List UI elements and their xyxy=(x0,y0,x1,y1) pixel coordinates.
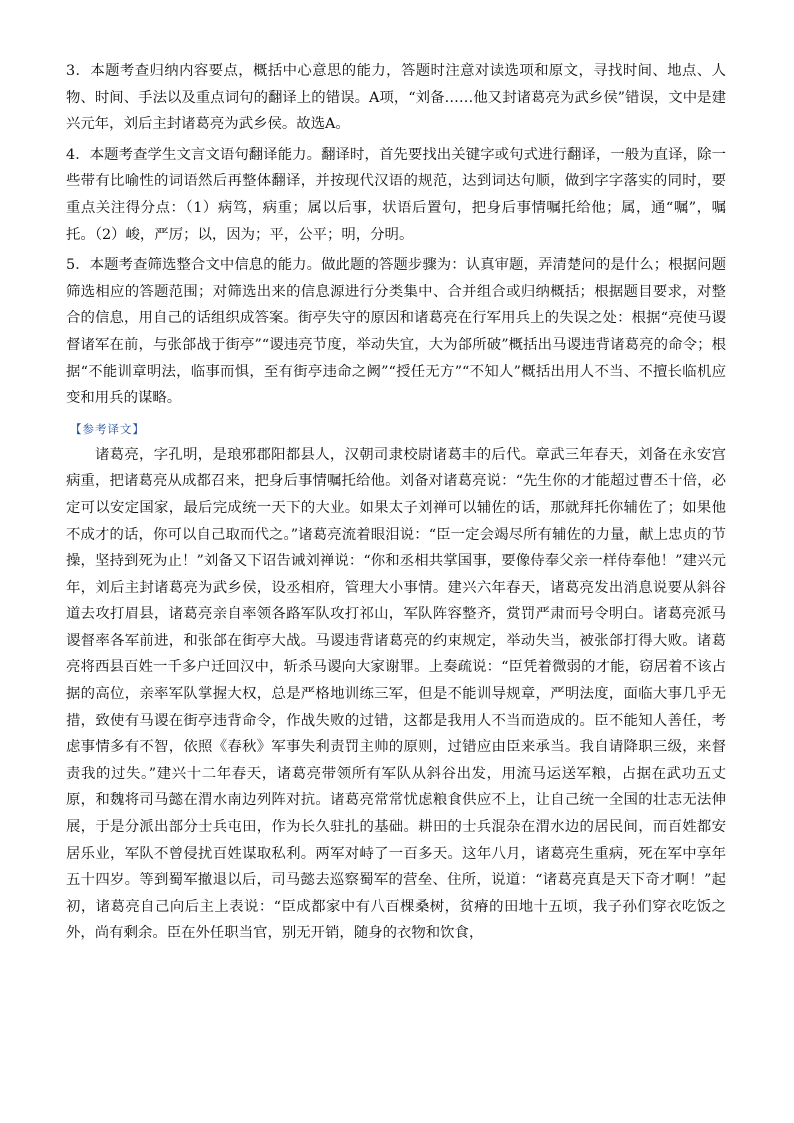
document-page xyxy=(66,58,726,951)
reference-translation-heading: 【参考译文】 xyxy=(70,421,145,436)
reference-translation-text: 诸葛亮，字孔明，是琅邪郡阳都县人，汉朝司隶校尉诸葛丰的后代。章武三年春天，刘备在永安宫病重，把诸葛亮从成都召来，把身后事情嘱托给他。刘备对诸葛亮说：“先生你的才能超过曹丕十倍，必定可以安定国家，最后完成统一天下的大业。如果太子刘禅可以辅佐的话，那就拜托你辅佐了；如果他不成才的话，你可以自己取而代之。”诸葛亮流着眼泪说：“臣一定会竭尽所有辅佐的力量，献上忠贞的节操，坚持到死为止！”刘备又下诏告诫刘禅说：“你和丞相共掌国事，要像侍奉父亲一样侍奉他！”建兴元年，刘后主封诸葛亮为武乡侯，设丞相府，管理大小事情。建兴六年春天，诸葛亮发出消息说要从斜谷道去攻打眉县，诸葛亮亲自率领各路军队攻打祁山，军队阵容整齐，赏罚严肃而号令明白。诸葛亮派马谡督率各军前进，和张郃在街亭大战。马谡违背诸葛亮的约束规定，举动失当，被张郃打得大败。诸葛亮将西县百姓一千多户迁回汉中，斩杀马谡向大家谢罪。上奏疏说：“臣凭着微弱的才能，窃居着不该占据的高位，亲率军队掌握大权，总是严格地训练三军，但是不能训导规章，严明法度，面临大事几乎无措，致使有马谡在街亭违背命令，作战失败的过错，这都是我用人不当而造成的。臣不能知人善任，考虑事情多有不智，依照《春秋》军事失利责罚主帅的原则，过错应由臣来承当。我自请降职三级，来督责我的过失。”建兴十二年春天，诸葛亮带领所有军队从斜谷出发，用流马运送军粮，占据在武功五丈原，和魏将司马懿在渭水南边列阵对抗。诸葛亮常常忧虑粮食供应不上，让自己统一全国的壮志无法伸展，于是分派出部分士兵屯田，作为长久驻扎的基础。耕田的士兵混杂在渭水边的居民间，而百姓都安居乐业，军队不曾侵扰百姓谋取私利。两军对峙了一百多天。这年八月，诸葛亮生重病，死在军中享年五十四岁。等到蜀军撤退以后，司马懿去巡察蜀军的营垒、住所，说道：“诸葛亮真是天下奇才啊！”起初，诸葛亮自己向后主上表说：“臣成都家中有八百棵桑树，贫瘠的田地十五顷，我子孙们穿衣吃饭之外，尚有剩余。臣在外任职当官，别无开销，随身的衣物和饮食， xyxy=(66,446,726,942)
answer-analysis-4: 4．本题考查学生文言文语句翻译能力。翻译时，首先要找出关键字或句式进行翻译，一般为直译，除一些带有比喻性的词语然后再整体翻译，并按现代汉语的规范，达到词达句顺，做到字字落实的同时，要重点关注得分点：（1）病笃，病重；属以后事，状语后置句，把身后事情嘱托给他；属，通“嘱”，嘱托。（2）峻，严厉；以，因为；平，公平；明，分明。 xyxy=(66,146,726,243)
answer-analysis-3: 3．本题考查归纳内容要点，概括中心意思的能力，答题时注意对读选项和原文，寻找时间、地点、人物、时间、手法以及重点词句的翻译上的错误。A项，“刘备……他又封诸葛亮为武乡侯”错误，文中是建兴元年，刘后主封诸葛亮为武乡侯。故选A。 xyxy=(66,63,726,133)
answer-analysis-5: 5．本题考查筛选整合文中信息的能力。做此题的答题步骤为：认真审题，弄清楚问的是什么；根据问题筛选相应的答题范围；对筛选出来的信息源进行分类集中、合并组合或归纳概括；根据题目要求，对整合的信息，用自己的话组织成答案。街亭失守的原因和诸葛亮在行军用兵上的失误之处：根据“亮使马谡督诸军在前，与张郃战于街亭”“谡违亮节度，举动失宜，大为郃所破”概括出马谡违背诸葛亮的命令；根据“不能训章明法，临事而惧，至有街亭违命之阙”“授任无方”“不知人”概括出用人不当、不擅长临机应变和用兵的谋略。 xyxy=(66,257,726,407)
